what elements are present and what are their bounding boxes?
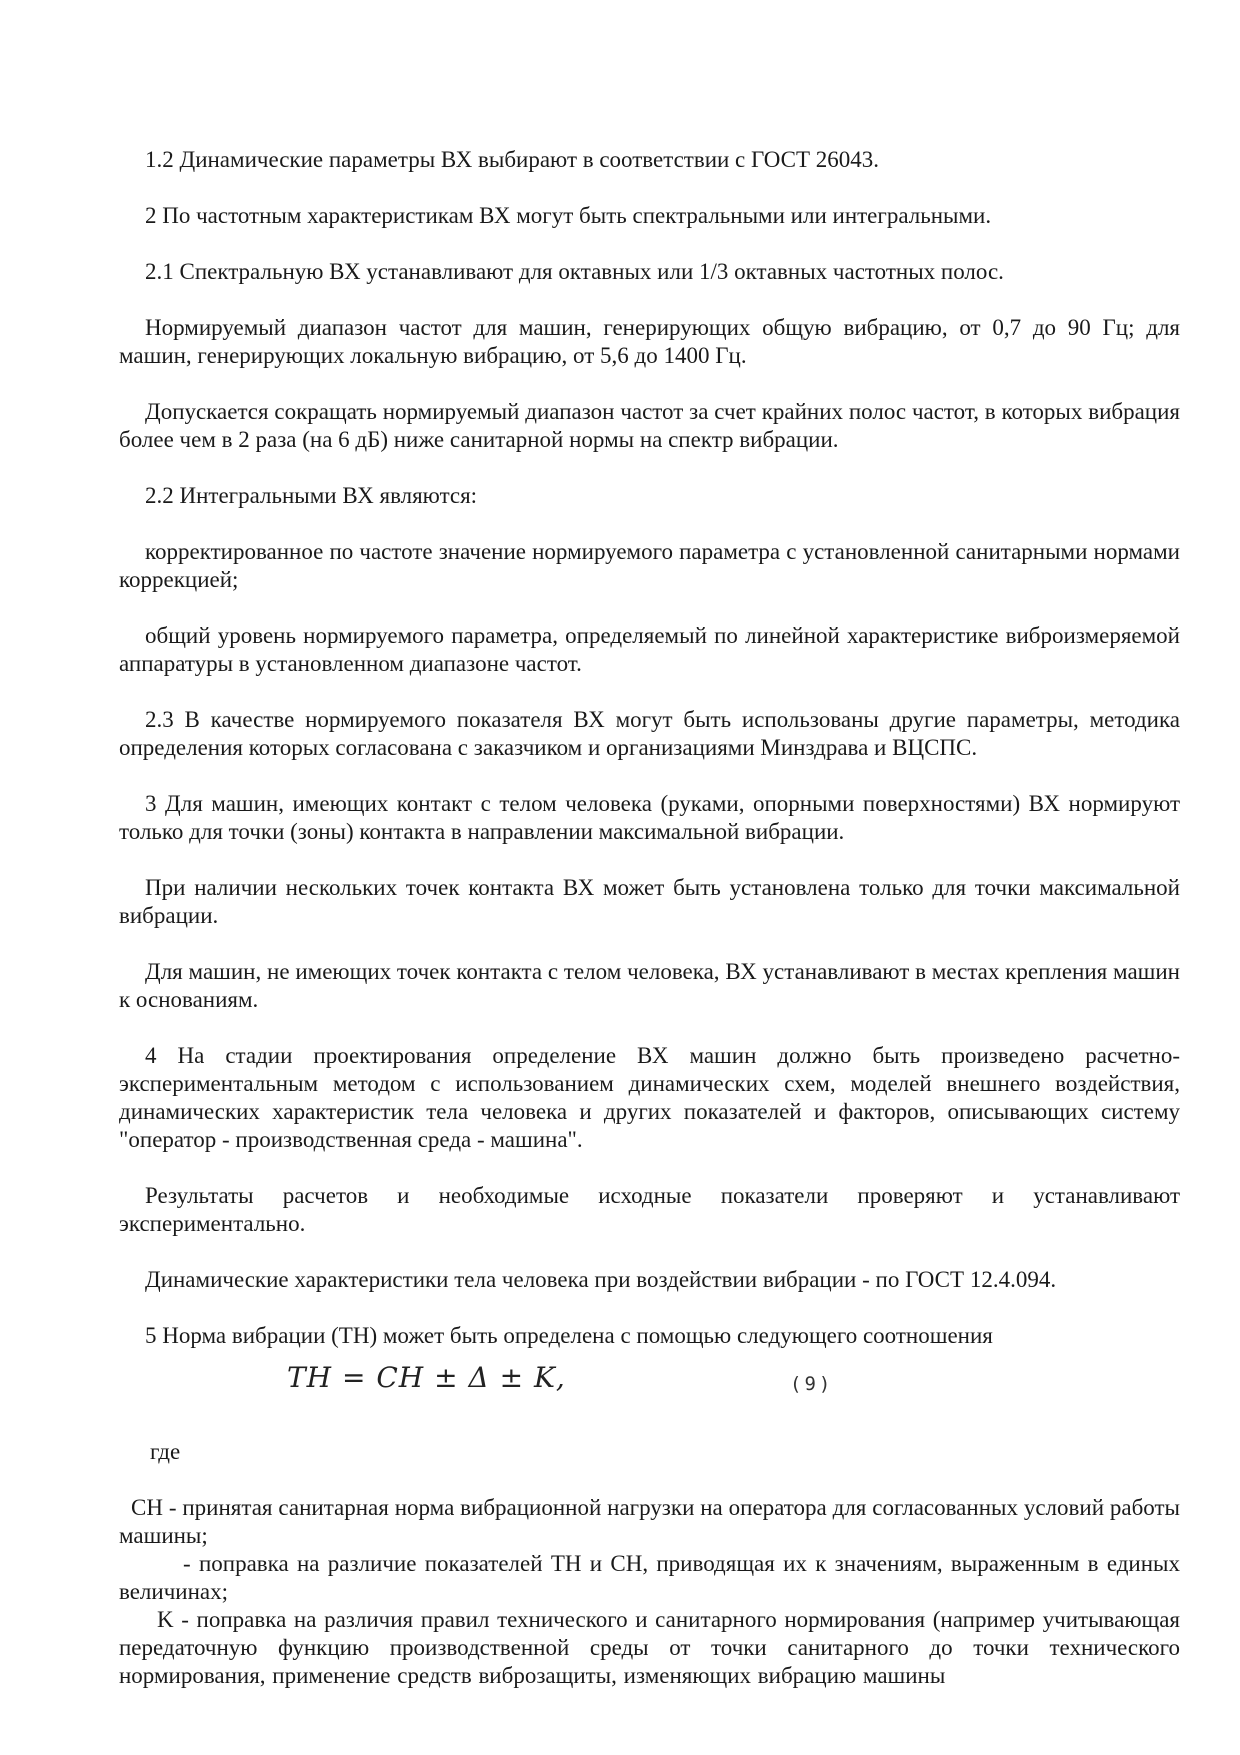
paragraph-dynamic-characteristics: Динамические характеристики тела человека при воздействии вибрации - по ГОСТ 12.4.094. xyxy=(145,1267,1057,1292)
formula-expression: TH = CH ± Δ ± K, xyxy=(287,1361,566,1394)
paragraph-2: 2 По частотным характеристикам ВХ могут быть спектральными или интегральными. xyxy=(145,203,992,228)
paragraph-2-3: 2.3 В качестве нормируемого показателя ВХ могут быть использованы другие параметры, методика определения которых согласована с заказчиком и организациями Минздрава и ВЦСПС. xyxy=(119,707,1180,760)
paragraph-results: Результаты расчетов и необходимые исходные показатели проверяют и устанавливают экспериментально. xyxy=(119,1183,1180,1236)
paragraph-range-reduction: Допускается сокращать нормируемый диапазон частот за счет крайних полос частот, в которых вибрация более чем в 2 раза (на 6 дБ) ниже санитарной нормы на спектр вибрации. xyxy=(119,399,1180,452)
paragraph-frequency-range: Нормируемый диапазон частот для машин, генерирующих общую вибрацию, от 0,7 до 90 Гц; для машин, генерирующих локальную вибрацию, от 5,6 до 1400 Гц. xyxy=(119,315,1180,368)
paragraph-5: 5 Норма вибрации (ТН) может быть определена с помощью следующего соотношения xyxy=(145,1323,993,1348)
where-label: где xyxy=(150,1439,181,1464)
paragraph-overall-level: общий уровень нормируемого параметра, определяемый по линейной характеристике виброизмеряемой аппаратуры в установленном диапазоне частот. xyxy=(119,623,1180,676)
paragraph-2-2: 2.2 Интегральными ВХ являются: xyxy=(145,483,478,508)
paragraph-no-contact: Для машин, не имеющих точек контакта с телом человека, ВХ устанавливают в местах крепления машин к основаниям. xyxy=(119,959,1180,1012)
paragraph-3: 3 Для машин, имеющих контакт с телом человека (руками, опорными поверхностями) ВХ нормируют только для точки (зоны) контакта в направлении максимальной вибрации. xyxy=(119,791,1180,844)
paragraph-1-2: 1.2 Динамические параметры ВХ выбирают в соответствии с ГОСТ 26043. xyxy=(145,147,880,172)
paragraph-2-1: 2.1 Спектральную ВХ устанавливают для октавных или 1/3 октавных частотных полос. xyxy=(145,259,1004,284)
paragraph-4: 4 На стадии проектирования определение ВХ машин должно быть произведено расчетно-экспериментальным методом с использованием динамических схем, моделей внешнего воздействия, динамических характеристик тела человека и других показателей и факторов, описывающих систему "оператор - производственная среда - машина". xyxy=(119,1043,1180,1152)
definition-delta: - поправка на различие показателей ТН и СН, приводящая их к значениям, выраженным в единых величинах; xyxy=(119,1551,1180,1604)
paragraph-corrected-value: корректированное по частоте значение нормируемого параметра с установленной санитарными нормами коррекцией; xyxy=(119,539,1180,592)
document-body xyxy=(119,146,1180,1690)
formula-block xyxy=(119,1361,1180,1408)
definition-ch: CH - принятая санитарная норма вибрационной нагрузки на оператора для согласованных условий работы машины; xyxy=(119,1495,1180,1548)
formula-number: (9) xyxy=(790,1373,834,1395)
definition-k: K - поправка на различия правил технического и санитарного нормирования (например учитывающая передаточную функцию производственной среды от точки санитарного до точки технического нормирования, применение средств виброзащиты, изменяющих вибрацию машины xyxy=(119,1607,1180,1688)
paragraph-multiple-points: При наличии нескольких точек контакта ВХ может быть установлена только для точки максимальной вибрации. xyxy=(119,875,1180,928)
